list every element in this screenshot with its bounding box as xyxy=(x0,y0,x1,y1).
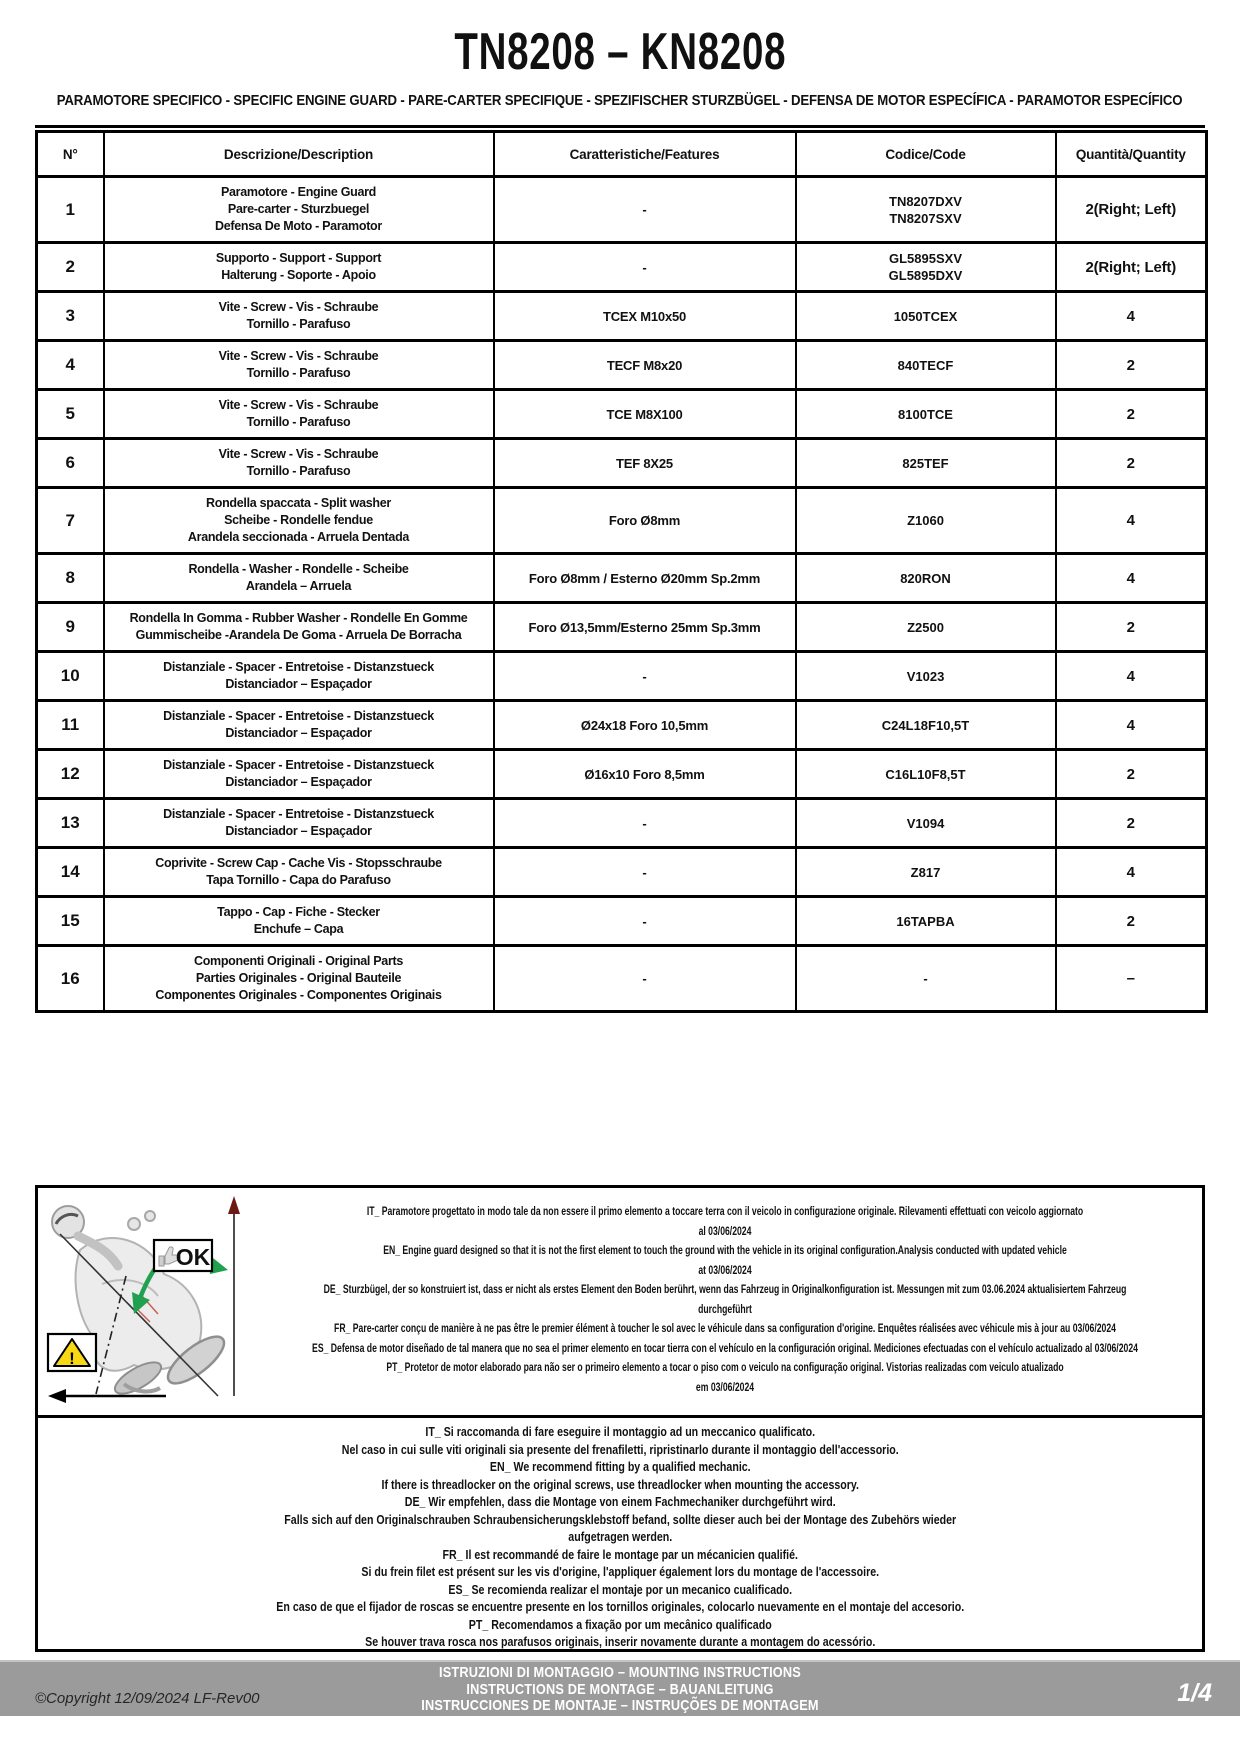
part-row xyxy=(37,750,1207,799)
part-number-cell: 12 xyxy=(37,750,104,799)
part-code-cell: 825TEF xyxy=(796,439,1056,488)
part-row xyxy=(37,292,1207,341)
copyright-text: ©Copyright 12/09/2024 LF-Rev00 xyxy=(35,1690,260,1707)
parts-table-body xyxy=(37,177,1207,1012)
part-code-cell: C16L10F8,5T xyxy=(796,750,1056,799)
part-quantity-cell: 2 xyxy=(1056,603,1207,652)
part-description-cell: Tappo - Cap - Fiche - Stecker Enchufe – Capa xyxy=(104,897,494,946)
part-code-cell: V1094 xyxy=(796,799,1056,848)
text-line: at 03/06/2024 xyxy=(698,1262,752,1277)
text-line: FR_ Il est recommandé de faire le montage par un mécanicien qualifié. xyxy=(442,1547,798,1562)
part-quantity-cell: 4 xyxy=(1056,292,1207,341)
part-code-cell: - xyxy=(796,946,1056,1012)
part-number-cell: 15 xyxy=(37,897,104,946)
part-number-cell: 6 xyxy=(37,439,104,488)
part-features-cell: - xyxy=(494,799,796,848)
text-line: Se houver trava rosca nos parafusos originais, inserir novamente durante a montagem do acessório. xyxy=(365,1635,876,1649)
part-features-cell: Foro Ø8mm xyxy=(494,488,796,554)
table-header-code: Codice/Code xyxy=(796,132,1056,177)
part-quantity-cell: 2 xyxy=(1056,897,1207,946)
page-title-text: TN8208 – KN8208 xyxy=(454,23,786,81)
part-code-cell: 820RON xyxy=(796,554,1056,603)
table-header-quantity: Quantità/Quantity xyxy=(1056,132,1207,177)
part-quantity-cell: 4 xyxy=(1056,701,1207,750)
part-quantity-cell: 2 xyxy=(1056,799,1207,848)
part-row xyxy=(37,488,1207,554)
part-code-cell: C24L18F10,5T xyxy=(796,701,1056,750)
part-code-cell: Z2500 xyxy=(796,603,1056,652)
text-line: FR_ Pare-carter conçu de manière à ne pas être le premier élément à toucher le sol avec le véhicule dans sa configuration d'origine. Enquêtes réalisées avec véhicule mis à jour au 03/06/2024 xyxy=(334,1321,1116,1335)
part-code-cell: TN8207DXV TN8207SXV xyxy=(796,177,1056,243)
part-description-cell: Distanziale - Spacer - Entretoise - Distanzstueck Distanciador – Espaçador xyxy=(104,750,494,799)
text-line: DE_ Wir empfehlen, dass die Montage von einem Fachmechaniker durchgeführt wird. xyxy=(404,1495,836,1509)
text-line: EN_ We recommend fitting by a qualified mechanic. xyxy=(489,1460,751,1474)
part-number-cell: 9 xyxy=(37,603,104,652)
text-line: ES_ Se recomienda realizar el montaje por un mecanico cualificado. xyxy=(448,1582,793,1597)
part-description-cell: Vite - Screw - Vis - Schraube Tornillo - Parafuso xyxy=(104,439,494,488)
mounting-note-box xyxy=(35,1415,1205,1652)
part-row xyxy=(37,652,1207,701)
page-title xyxy=(0,22,1240,82)
text-line: Nel caso in cui sulle viti originali sia presente del frenafiletti, ripristinarlo durante il montaggio dell'accessorio. xyxy=(341,1442,899,1457)
part-quantity-cell: 2 xyxy=(1056,390,1207,439)
svg-text:!: ! xyxy=(69,1349,75,1368)
part-description-cell: Rondella - Washer - Rondelle - Scheibe Arandela – Arruela xyxy=(104,554,494,603)
text-line: En caso de que el fijador de roscas se encuentre presente en los tornillos originales, colocarlo nuevamente en el montaje del accesorio. xyxy=(276,1600,965,1614)
part-quantity-cell: 2 xyxy=(1056,439,1207,488)
part-number-cell: 16 xyxy=(37,946,104,1012)
parts-table-wrap xyxy=(35,125,1205,1013)
part-row xyxy=(37,243,1207,292)
part-description-cell: Coprivite - Screw Cap - Cache Vis - Stopsschraube Tapa Tornillo - Capa do Parafuso xyxy=(104,848,494,897)
part-features-cell: TCE M8X100 xyxy=(494,390,796,439)
text-line: aufgetragen werden. xyxy=(568,1530,673,1544)
part-code-cell: GL5895SXV GL5895DXV xyxy=(796,243,1056,292)
part-features-cell: Foro Ø13,5mm/Esterno 25mm Sp.3mm xyxy=(494,603,796,652)
part-number-cell: 4 xyxy=(37,341,104,390)
part-number-cell: 3 xyxy=(37,292,104,341)
part-quantity-cell: 4 xyxy=(1056,848,1207,897)
part-row xyxy=(37,341,1207,390)
part-features-cell: Ø16x10 Foro 8,5mm xyxy=(494,750,796,799)
text-line: DE_ Sturzbügel, der so konstruiert ist, dass er nicht als erstes Element den Boden berührt, wenn das Fahrzeug in Originalkonfiguration ist. Messungen mit zum 03.06.2024 aktualisiertem Fahrzeug xyxy=(323,1282,1127,1296)
part-description-cell: Rondella spaccata - Split washer Scheibe - Rondelle fendue Arandela seccionada - Arruela Dentada xyxy=(104,488,494,554)
part-row xyxy=(37,603,1207,652)
text-line: Si du frein filet est présent sur les vis d'origine, l'appliquer également lors du montage de l'accessoire. xyxy=(361,1565,880,1579)
part-features-cell: - xyxy=(494,177,796,243)
ok-label: OK xyxy=(175,1244,211,1270)
part-features-cell: - xyxy=(494,946,796,1012)
part-row xyxy=(37,177,1207,243)
mounting-note-text xyxy=(38,1418,1203,1652)
part-number-cell: 7 xyxy=(37,488,104,554)
text-line: al 03/06/2024 xyxy=(698,1223,752,1238)
text-line: em 03/06/2024 xyxy=(695,1379,755,1394)
part-features-cell: Ø24x18 Foro 10,5mm xyxy=(494,701,796,750)
part-description-cell: Vite - Screw - Vis - Schraube Tornillo - Parafuso xyxy=(104,292,494,341)
part-number-cell: 10 xyxy=(37,652,104,701)
text-line: PT_ Protetor de motor elaborado para não ser o primeiro elemento a tocar o piso com o veiculo na configuração original. Vistorias realizadas com veiculo atualizado xyxy=(386,1360,1064,1374)
part-quantity-cell: 4 xyxy=(1056,652,1207,701)
part-description-cell: Distanziale - Spacer - Entretoise - Distanzstueck Distanciador – Espaçador xyxy=(104,799,494,848)
part-code-cell: Z817 xyxy=(796,848,1056,897)
part-quantity-cell: 4 xyxy=(1056,488,1207,554)
part-code-cell: 1050TCEX xyxy=(796,292,1056,341)
part-code-cell: 840TECF xyxy=(796,341,1056,390)
page-subtitle xyxy=(0,92,1240,109)
ok-badge xyxy=(154,1240,212,1271)
part-description-cell: Vite - Screw - Vis - Schraube Tornillo - Parafuso xyxy=(104,341,494,390)
part-number-cell: 11 xyxy=(37,701,104,750)
text-line: PT_ Recomendamos a fixação por um mecânico qualificado xyxy=(468,1617,772,1632)
footer-bar xyxy=(0,1660,1240,1716)
text-line: durchgeführt xyxy=(698,1301,752,1316)
part-row xyxy=(37,897,1207,946)
part-row xyxy=(37,554,1207,603)
part-row xyxy=(37,946,1207,1012)
part-row xyxy=(37,799,1207,848)
part-description-cell: Rondella In Gomma - Rubber Washer - Rondelle En Gomme Gummischeibe -Arandela De Goma - Arruela De Borracha xyxy=(104,603,494,652)
part-description-cell: Distanziale - Spacer - Entretoise - Distanzstueck Distanciador – Espaçador xyxy=(104,652,494,701)
part-row xyxy=(37,390,1207,439)
table-header-row xyxy=(37,132,1207,177)
text-line: If there is threadlocker on the original screws, use threadlocker when mounting the accessory. xyxy=(381,1477,859,1492)
warning-badge xyxy=(48,1334,96,1371)
page-number: 1/4 xyxy=(1177,1679,1212,1707)
text-line: INSTRUCCIONES DE MONTAJE – INSTRUÇÕES DE MONTAGEM xyxy=(421,1697,819,1714)
part-row xyxy=(37,439,1207,488)
table-header-number: N° xyxy=(37,132,104,177)
part-number-cell: 14 xyxy=(37,848,104,897)
tipover-diagram-svg xyxy=(38,1188,243,1410)
part-description-cell: Componenti Originali - Original Parts Parties Originales - Original Bauteile Componentes Originales - Componentes Originais xyxy=(104,946,494,1012)
text-line: IT_ Paramotore progettato in modo tale da non essere il primo elemento a toccare terra con il veicolo in configurazione originale. Rilevamenti effettuati con veicolo aggiornato xyxy=(366,1204,1084,1218)
part-features-cell: TEF 8X25 xyxy=(494,439,796,488)
part-number-cell: 8 xyxy=(37,554,104,603)
clearance-note-text-wrap xyxy=(248,1188,1202,1415)
part-quantity-cell: 2(Right; Left) xyxy=(1056,243,1207,292)
table-header-features: Caratteristiche/Features xyxy=(494,132,796,177)
part-code-cell: Z1060 xyxy=(796,488,1056,554)
clearance-note-box xyxy=(35,1185,1205,1418)
page-subtitle-text: PARAMOTORE SPECIFICO - SPECIFIC ENGINE GUARD - PARE-CARTER SPECIFIQUE - SPEZIFISCHER STURZBÜGEL - DEFENSA DE MOTOR ESPECÍFICA - PARAMOTOR ESPECÍFICO xyxy=(57,92,1183,109)
part-row xyxy=(37,848,1207,897)
tipover-diagram xyxy=(38,1188,248,1415)
part-code-cell: 16TAPBA xyxy=(796,897,1056,946)
part-features-cell: Foro Ø8mm / Esterno Ø20mm Sp.2mm xyxy=(494,554,796,603)
part-description-cell: Paramotore - Engine Guard Pare-carter - Sturzbuegel Defensa De Moto - Paramotor xyxy=(104,177,494,243)
part-features-cell: - xyxy=(494,243,796,292)
part-features-cell: TECF M8x20 xyxy=(494,341,796,390)
clearance-note-text xyxy=(248,1188,1202,1397)
part-features-cell: - xyxy=(494,897,796,946)
part-description-cell: Distanziale - Spacer - Entretoise - Distanzstueck Distanciador – Espaçador xyxy=(104,701,494,750)
part-description-cell: Supporto - Support - Support Halterung - Soporte - Apoio xyxy=(104,243,494,292)
text-line: INSTRUCTIONS DE MONTAGE – BAUANLEITUNG xyxy=(466,1680,774,1698)
part-code-cell: V1023 xyxy=(796,652,1056,701)
part-quantity-cell: 2(Right; Left) xyxy=(1056,177,1207,243)
parts-table xyxy=(35,130,1208,1013)
parts-table-head xyxy=(37,132,1207,177)
text-line: Falls sich auf den Originalschrauben Schraubensicherungsklebstoff befand, sollte dieser auch bei der Montage des Zubehörs wieder xyxy=(284,1512,957,1527)
text-line: IT_ Si raccomanda di fare eseguire il montaggio ad un meccanico qualificato. xyxy=(425,1425,816,1439)
part-row xyxy=(37,701,1207,750)
text-line: ISTRUZIONI DI MONTAGGIO – MOUNTING INSTRUCTIONS xyxy=(439,1664,801,1681)
part-number-cell: 13 xyxy=(37,799,104,848)
table-header-description: Descrizione/Description xyxy=(104,132,494,177)
text-line: ES_ Defensa de motor diseñado de tal manera que no sea el primer elemento en tocar tierra con el vehículo en la configuración original. Mediciones efectuadas con el vehículo actualizado al 03/06/2024 xyxy=(312,1340,1138,1355)
part-quantity-cell: 4 xyxy=(1056,554,1207,603)
part-quantity-cell: 2 xyxy=(1056,750,1207,799)
text-line: EN_ Engine guard designed so that it is not the first element to touch the ground with the vehicle in its original configuration.Analysis conducted with updated vehicle xyxy=(383,1243,1067,1257)
part-number-cell: 1 xyxy=(37,177,104,243)
vertical-axis-arrow-icon xyxy=(228,1196,240,1396)
part-features-cell: - xyxy=(494,848,796,897)
part-features-cell: TCEX M10x50 xyxy=(494,292,796,341)
part-quantity-cell: – xyxy=(1056,946,1207,1012)
part-description-cell: Vite - Screw - Vis - Schraube Tornillo - Parafuso xyxy=(104,390,494,439)
part-number-cell: 2 xyxy=(37,243,104,292)
part-features-cell: - xyxy=(494,652,796,701)
part-quantity-cell: 2 xyxy=(1056,341,1207,390)
part-code-cell: 8100TCE xyxy=(796,390,1056,439)
part-number-cell: 5 xyxy=(37,390,104,439)
